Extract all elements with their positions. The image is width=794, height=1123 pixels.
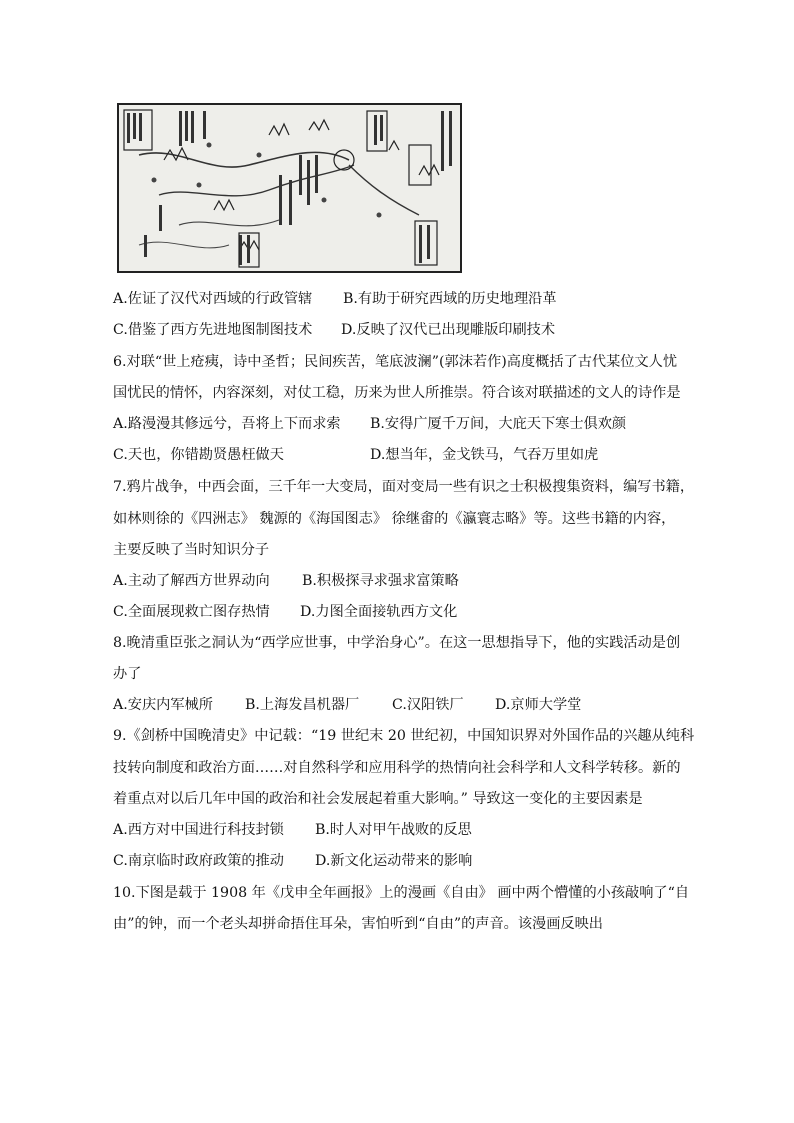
q5-option-c: C.借鉴了西方先进地图制图技术 xyxy=(113,322,313,338)
q8-option-c: C.汉阳铁厂 xyxy=(392,697,464,713)
q6-option-b: B.安得广厦千万间，大庇天下寒士俱欢颜 xyxy=(370,416,627,432)
q8-option-a: A.安庆内军械所 xyxy=(113,697,213,713)
q10-stem-line-1: 10.下图是载于 1908 年《戊申全年画报》上的漫画《自由》 画中两个懵懂的小孩敲响了“自 xyxy=(113,885,690,901)
q9-option-d: D.新文化运动带来的影响 xyxy=(315,853,473,869)
q6-stem-line-2: 国忧民的情怀，内容深刻，对仗工稳，历来为世人所推崇。符合该对联描述的文人的诗作是 xyxy=(113,385,681,401)
q9-stem-line-1: 9.《剑桥中国晚清史》中记载：“19 世纪末 20 世纪初，中国知识界对外国作品的兴趣从纯科 xyxy=(113,728,695,744)
q7-stem-line-1: 7.鸦片战争，中西会面，三千年一大变局，面对变局一些有识之士积极搜集资料，编写书籍， xyxy=(113,479,695,495)
q9-option-c: C.南京临时政府政策的推动 xyxy=(113,853,284,869)
q10-stem-line-2: 由”的钟，而一个老头却拼命捂住耳朵，害怕听到“自由”的声音。该漫画反映出 xyxy=(113,916,603,932)
q6-option-c: C.天也，你错勘贤愚枉做天 xyxy=(113,447,284,463)
q8-option-b: B.上海发昌机器厂 xyxy=(245,697,360,713)
q7-stem-line-3: 主要反映了当时知识分子 xyxy=(113,542,270,558)
q8-stem-line-2: 办了 xyxy=(113,666,142,682)
q5-option-b: B.有助于研究西域的历史地理沿革 xyxy=(343,291,557,307)
q9-option-b: B.时人对甲午战败的反思 xyxy=(315,822,472,838)
ancient-western-regions-map-image xyxy=(117,103,462,273)
q6-option-a: A.路漫漫其修远兮，吾将上下而求索 xyxy=(113,416,341,432)
q8-option-d: D.京师大学堂 xyxy=(495,697,582,713)
q7-stem-line-2: 如林则徐的《四洲志》 魏源的《海国图志》 徐继畬的《瀛寰志略》等。这些书籍的内容， xyxy=(113,511,676,527)
q7-option-d: D.力图全面接轨西方文化 xyxy=(300,604,458,620)
q6-option-d: D.想当年，金戈铁马，气吞万里如虎 xyxy=(370,447,599,463)
q9-stem-line-2: 技转向制度和政治方面……对自然科学和应用科学的热情向社会科学和人文科学转移。新的 xyxy=(113,760,681,776)
q7-option-b: B.积极探寻求强求富策略 xyxy=(302,573,459,589)
q9-stem-line-3: 着重点对以后几年中国的政治和社会发展起着重大影响。” 导致这一变化的主要因素是 xyxy=(113,791,643,807)
q7-option-a: A.主动了解西方世界动向 xyxy=(113,573,270,589)
q5-option-d: D.反映了汉代已出现雕版印刷技术 xyxy=(341,322,556,338)
q5-option-a: A.佐证了汉代对西域的行政管辖 xyxy=(113,291,313,307)
map-drawing xyxy=(119,105,460,271)
q8-stem-line-1: 8.晚清重臣张之洞认为“西学应世事，中学治身心”。在这一思想指导下，他的实践活动是创 xyxy=(113,635,681,651)
q7-option-c: C.全面展现救亡图存热情 xyxy=(113,604,270,620)
q9-option-a: A.西方对中国进行科技封锁 xyxy=(113,822,284,838)
q6-stem-line-1: 6.对联“世上疮痍，诗中圣哲；民间疾苦，笔底波澜”(郭沫若作)高度概括了古代某位文人忧 xyxy=(113,354,678,370)
